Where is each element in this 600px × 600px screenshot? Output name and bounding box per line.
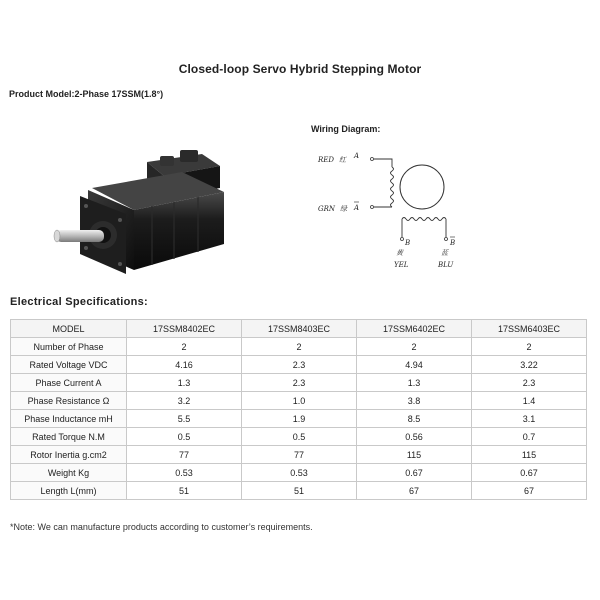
row-label: Length L(mm) (11, 482, 127, 500)
table-cell: 3.2 (127, 392, 242, 410)
table-cell: 1.9 (242, 410, 357, 428)
table-row (11, 374, 587, 392)
terminal-label-b-bar: B (450, 239, 456, 247)
table-cell: 1.4 (472, 392, 587, 410)
wire-label-yel-cn: 黄 (396, 249, 403, 257)
footnote: *Note: We can manufacture products according to customer’s requirements. (10, 522, 313, 532)
wiring-diagram-title: Wiring Diagram: (311, 124, 381, 134)
table-row (11, 338, 587, 356)
page-title: Closed-loop Servo Hybrid Stepping Motor (178, 62, 422, 76)
table-cell: 5.5 (127, 410, 242, 428)
table-cell: 2.3 (242, 374, 357, 392)
table-cell: 67 (472, 482, 587, 500)
table-cell: 2 (472, 338, 587, 356)
table-cell: 51 (242, 482, 357, 500)
wire-label-yel: YEL (394, 261, 409, 269)
terminal-label-b: B (405, 239, 411, 247)
table-cell: 8.5 (357, 410, 472, 428)
header-cell: 17SSM8402EC (127, 320, 242, 338)
row-label: Rotor Inertia g.cm2 (11, 446, 127, 464)
table-row (11, 392, 587, 410)
table-cell: 0.67 (357, 464, 472, 482)
wire-label-blu: BLU (438, 261, 454, 269)
table-cell: 77 (242, 446, 357, 464)
table-header-row (11, 320, 587, 338)
terminal-label-a: A (354, 152, 360, 160)
table-cell: 3.1 (472, 410, 587, 428)
table-cell: 0.53 (242, 464, 357, 482)
wire-label-red: RED (318, 156, 334, 164)
wiring-diagram (312, 145, 482, 280)
table-cell: 115 (472, 446, 587, 464)
wire-label-grn: GRN (318, 205, 335, 213)
table-cell: 0.7 (472, 428, 587, 446)
row-label: Phase Current A (11, 374, 127, 392)
table-cell: 67 (357, 482, 472, 500)
table-cell: 1.3 (127, 374, 242, 392)
table-row (11, 446, 587, 464)
table-cell: 4.16 (127, 356, 242, 374)
row-label: Rated Torque N.M (11, 428, 127, 446)
table-row (11, 356, 587, 374)
header-cell: 17SSM6403EC (472, 320, 587, 338)
table-cell: 0.5 (127, 428, 242, 446)
row-label: Number of Phase (11, 338, 127, 356)
table-cell: 0.67 (472, 464, 587, 482)
table-cell: 77 (127, 446, 242, 464)
table-cell: 0.53 (127, 464, 242, 482)
header-cell: MODEL (11, 320, 127, 338)
table-cell: 51 (127, 482, 242, 500)
wire-label-red-cn: 红 (339, 156, 346, 164)
row-label: Weight Kg (11, 464, 127, 482)
table-cell: 0.56 (357, 428, 472, 446)
table-cell: 2.3 (242, 356, 357, 374)
table-cell: 2 (357, 338, 472, 356)
product-model: Product Model:2-Phase 17SSM(1.8°) (9, 89, 164, 99)
row-label: Phase Inductance mH (11, 410, 127, 428)
table-cell: 1.3 (357, 374, 472, 392)
header-cell: 17SSM6402EC (357, 320, 472, 338)
table-cell: 115 (357, 446, 472, 464)
table-row (11, 464, 587, 482)
table-cell: 1.0 (242, 392, 357, 410)
wire-label-blu-cn: 蓝 (441, 249, 448, 257)
table-cell: 4.94 (357, 356, 472, 374)
table-row (11, 410, 587, 428)
specifications-table (10, 319, 587, 500)
table-cell: 3.22 (472, 356, 587, 374)
table-row (11, 482, 587, 500)
terminal-label-a-bar: A (354, 204, 360, 212)
table-row (11, 428, 587, 446)
table-cell: 2 (242, 338, 357, 356)
wire-label-grn-cn: 绿 (340, 205, 347, 213)
table-cell: 3.8 (357, 392, 472, 410)
electrical-specs-title: Electrical Specifications: (10, 296, 149, 308)
table-cell: 0.5 (242, 428, 357, 446)
motor-image (52, 148, 227, 276)
row-label: Rated Voltage VDC (11, 356, 127, 374)
table-cell: 2.3 (472, 374, 587, 392)
table-cell: 2 (127, 338, 242, 356)
header-cell: 17SSM8403EC (242, 320, 357, 338)
row-label: Phase Resistance Ω (11, 392, 127, 410)
